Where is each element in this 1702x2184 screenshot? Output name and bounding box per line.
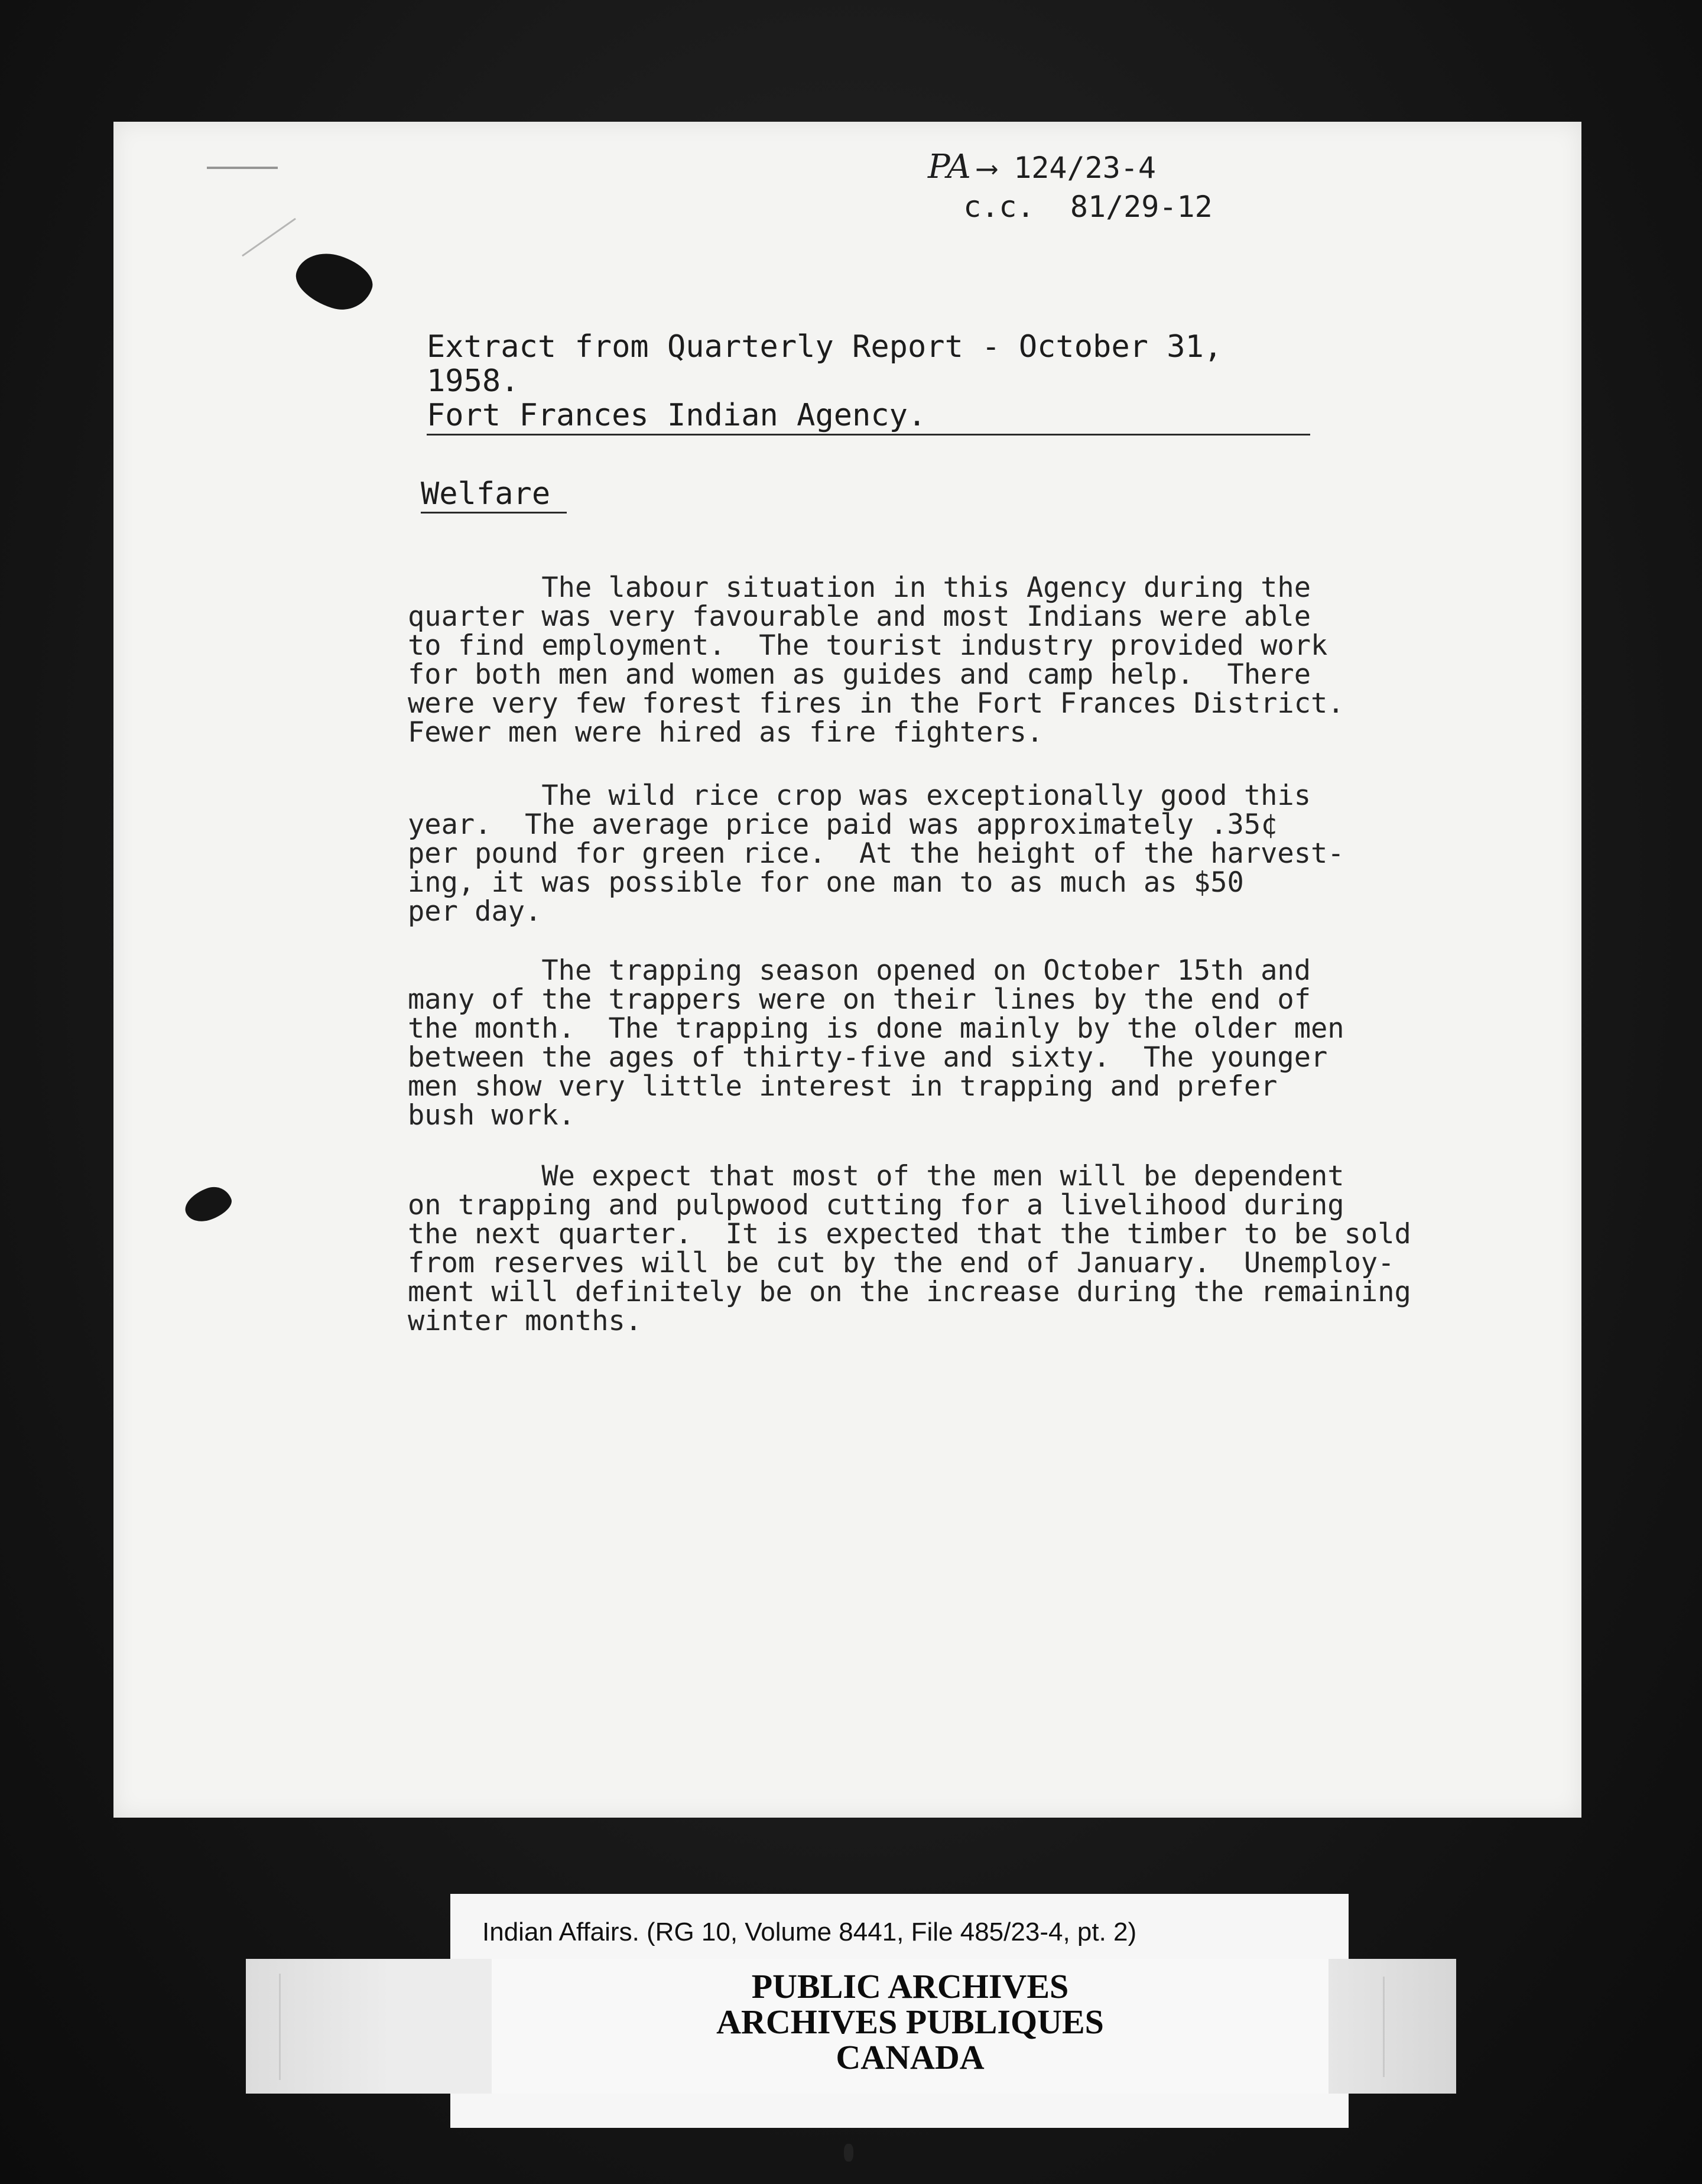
- text-line: were very few forest fires in the Fort Frances District.: [408, 687, 1344, 720]
- scan-mark: [844, 2144, 853, 2162]
- agency-name: Fort Frances Indian Agency.: [427, 398, 1310, 436]
- cc-label: c.c.: [963, 190, 1035, 224]
- text-line: The trapping season opened on October 15th and: [408, 954, 1311, 987]
- text-line: between the ages of thirty-five and sixty. The younger: [408, 1041, 1328, 1074]
- archives-stamp: [492, 1969, 1329, 2075]
- text-line: the month. The trapping is done mainly by the older men: [408, 1012, 1344, 1045]
- text-line: per day.: [408, 895, 542, 928]
- cc-number: 81/29-12: [1070, 190, 1213, 224]
- paragraph-trapping: [408, 956, 1495, 1130]
- text-line: bush work.: [408, 1099, 575, 1132]
- text-line: to find employment. The tourist industry provided work: [408, 629, 1328, 662]
- text-line: from reserves will be cut by the end of January. Unemploy-: [408, 1247, 1395, 1279]
- text-line: on trapping and pulpwood cutting for a livelihood during: [408, 1189, 1344, 1221]
- text-line: men show very little interest in trapping and prefer: [408, 1070, 1278, 1103]
- file-reference: [928, 148, 1213, 226]
- stamp-line-french: ARCHIVES PUBLIQUES: [716, 2003, 1104, 2041]
- label-edge: [279, 1974, 316, 2080]
- file-reference-row: [928, 148, 1213, 187]
- text-line: the next quarter. It is expected that the timber to be sold: [408, 1218, 1411, 1250]
- text-line: quarter was very favourable and most Indians were able: [408, 600, 1311, 633]
- text-line: for both men and women as guides and camp help. There: [408, 658, 1311, 691]
- section-title: Welfare: [421, 476, 567, 514]
- handwritten-mark: PA: [928, 148, 971, 186]
- text-line: per pound for green rice. At the height of the harvest-: [408, 837, 1344, 870]
- archive-reference: Indian Affairs. (RG 10, Volume 8441, File 485/23-4, pt. 2): [482, 1918, 1137, 1946]
- report-title: Extract from Quarterly Report - October 31, 1958.: [427, 329, 1223, 399]
- reference-arrow: ⟶: [977, 151, 996, 185]
- paragraph-labour: [408, 573, 1495, 747]
- label-edge: [1359, 1977, 1385, 2077]
- stamp-line-english: PUBLIC ARCHIVES: [751, 1967, 1069, 2006]
- text-line: ment will definitely be on the increase during the remaining: [408, 1276, 1411, 1308]
- file-number: 124/23-4: [1014, 151, 1157, 185]
- paragraph-outlook: [408, 1162, 1495, 1335]
- scan-scratch: [207, 167, 278, 169]
- stamp-line-country: CANADA: [836, 2038, 985, 2076]
- cc-reference-row: [928, 187, 1213, 226]
- text-line: The wild rice crop was exceptionally good this: [408, 779, 1311, 812]
- paragraph-wild-rice: [408, 781, 1495, 926]
- text-line: The labour situation in this Agency during the: [408, 571, 1311, 604]
- text-line: many of the trappers were on their lines by the end of: [408, 983, 1311, 1016]
- text-line: winter months.: [408, 1305, 642, 1337]
- text-line: We expect that most of the men will be dependent: [408, 1160, 1344, 1192]
- report-header: [427, 330, 1313, 436]
- text-line: year. The average price paid was approximately .35¢: [408, 808, 1278, 841]
- text-line: Fewer men were hired as fire fighters.: [408, 716, 1044, 749]
- text-line: ing, it was possible for one man to as much as $50: [408, 866, 1244, 899]
